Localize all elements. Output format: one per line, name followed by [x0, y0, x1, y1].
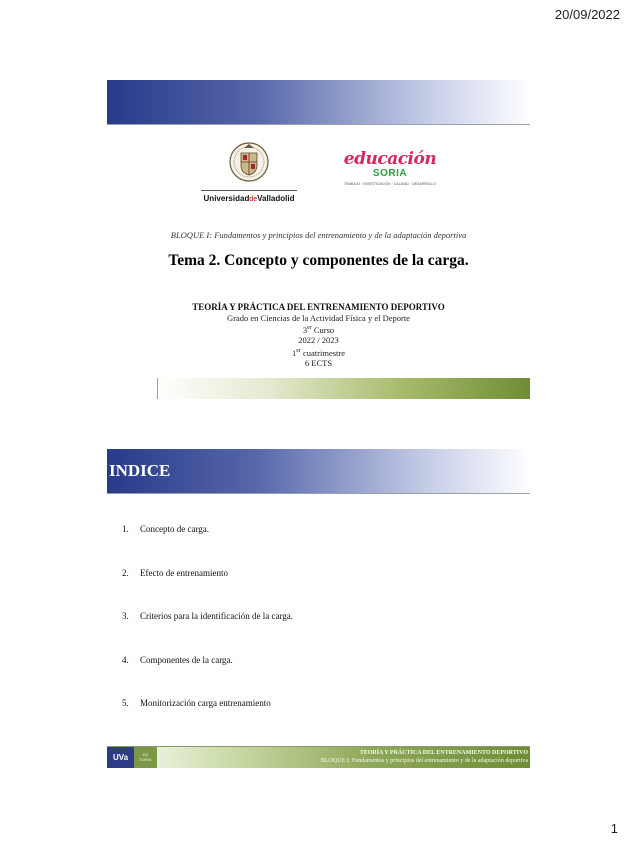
ects-credits: 6 ECTS	[304, 358, 333, 369]
footer-course-title: TEORÍA Y PRÁCTICA DEL ENTRENAMIENTO DEPORTIVO	[359, 750, 528, 756]
list-item: 1. Concepto de carga.	[122, 524, 210, 534]
slide2-header-bar	[107, 449, 530, 493]
uva-logo	[200, 140, 298, 206]
tema-title: Tema 2. Concepto y componentes de la carga.	[168, 252, 469, 269]
uva-logo-rule	[201, 190, 297, 191]
slide1-header-divider	[107, 124, 530, 125]
slide2-header-divider	[107, 493, 530, 494]
soria-wordmark: SORIA	[372, 168, 408, 179]
uva-crest-icon	[229, 140, 269, 184]
slide2-footer-divider	[107, 746, 530, 747]
academic-year: 2022 / 2023	[298, 335, 339, 346]
course-year: 3er Curso	[302, 324, 335, 335]
footer-bloque: BLOQUE I: Fundamentos y principios del entrenamiento y de la adaptación deportiva	[320, 758, 528, 764]
slide1-footer-bar	[157, 378, 530, 399]
degree-name: Grado en Ciencias de la Actividad Física y el Deporte	[227, 312, 410, 323]
list-item: 2. Efecto de entrenamiento	[122, 567, 228, 578]
course-title: TEORÍA Y PRÁCTICA DEL ENTRENAMIENTO DEPORTIVO	[192, 302, 445, 312]
print-date: 20/09/2022	[554, 7, 620, 22]
footer-text	[200, 749, 528, 765]
semester: 1er cuatrimestre	[291, 347, 346, 358]
educacion-tagline: TRABAJO · INVESTIGACIÓN · CALIDAD · DESARROLLO	[344, 182, 436, 186]
soria-badge: ED SORIA	[134, 747, 157, 768]
page-number: 1	[610, 821, 618, 836]
indice-list	[122, 524, 522, 742]
slide1-header-bar	[107, 80, 530, 124]
uva-name: UniversidaddeValladolid	[203, 194, 295, 203]
educacion-wordmark: educación	[343, 149, 437, 169]
uva-badge: UVa	[107, 747, 134, 768]
course-info	[107, 302, 530, 369]
list-item: 4. Componentes de la carga.	[122, 654, 233, 665]
list-item: 5. Monitorización carga entrenamiento	[122, 698, 271, 708]
bloque-subtitle: BLOQUE I: Fundamentos y principios del entrenamiento y de la adaptación deportiva	[170, 230, 467, 240]
list-item: 3. Criterios para la identificación de la carga.	[122, 611, 294, 621]
educacion-soria-logo	[340, 150, 440, 202]
indice-title: INDICE	[109, 461, 171, 480]
slide1-footer-divider	[157, 378, 158, 399]
